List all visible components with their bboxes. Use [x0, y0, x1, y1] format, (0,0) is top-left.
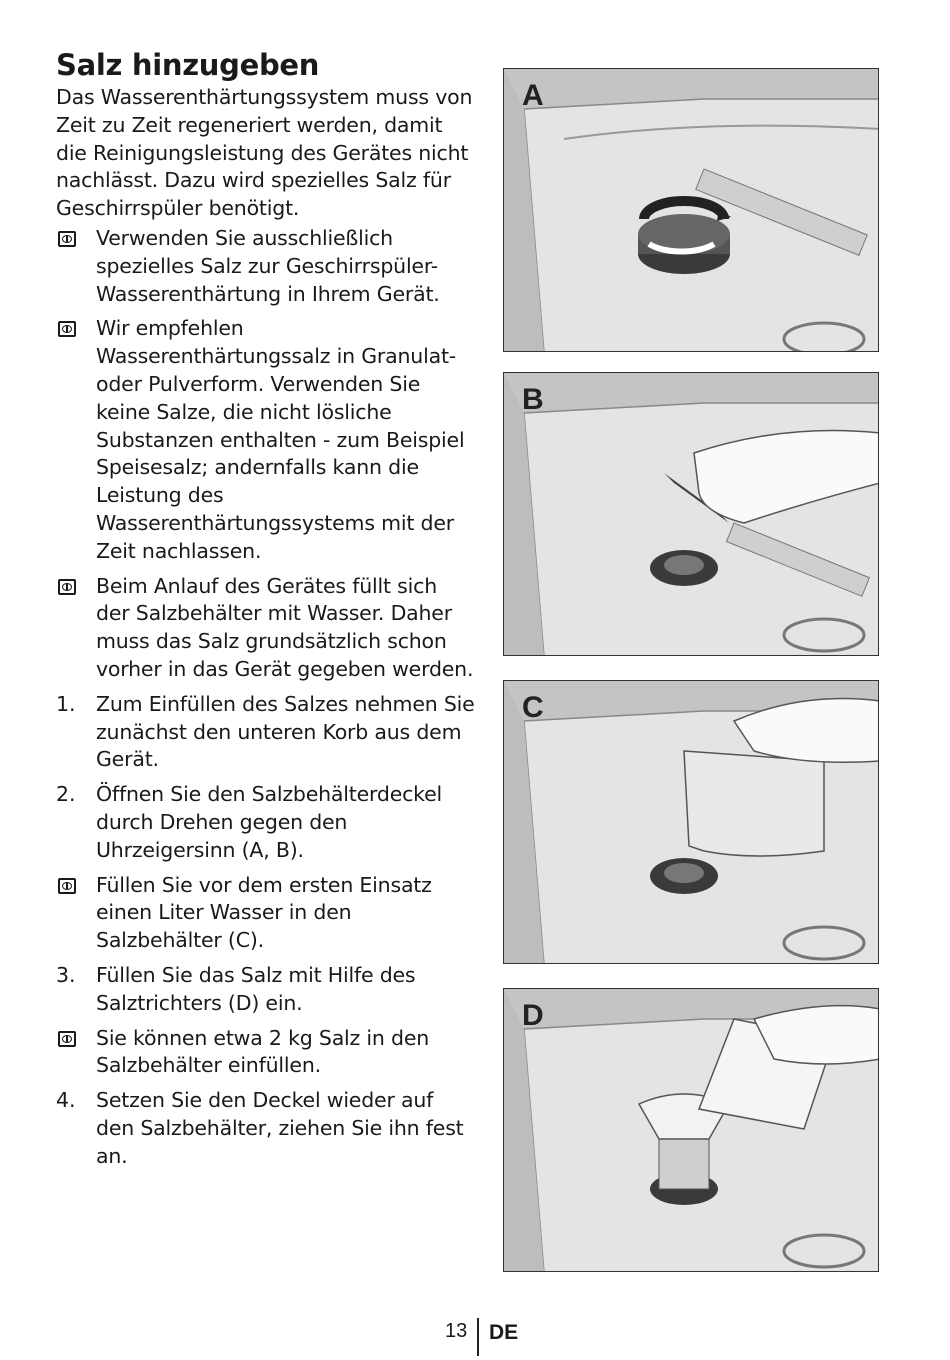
figure-d [503, 988, 879, 1272]
figure-a [503, 68, 879, 352]
list-item [56, 573, 476, 684]
list-item [56, 872, 476, 955]
list-item [56, 962, 476, 1018]
item-text: Füllen Sie das Salz mit Hilfe des Salztrichters (D) ein. [96, 962, 416, 1015]
item-text: Sie können etwa 2 kg Salz in den Salzbehälter einfüllen. [96, 1025, 430, 1078]
info-icon [58, 321, 76, 337]
section-title: Salz hinzugeben [56, 48, 320, 82]
step-number: 4. [56, 1088, 76, 1113]
footer-divider [477, 1318, 479, 1356]
step-number: 2. [56, 782, 76, 807]
list-item [56, 315, 476, 565]
info-icon [58, 1031, 76, 1047]
page-footer [0, 1318, 950, 1358]
list-item [56, 691, 476, 774]
text-column [56, 46, 476, 1177]
item-text: Setzen Sie den Deckel wieder auf den Salzbehälter, ziehen Sie ihn fest an. [96, 1088, 464, 1168]
figure-c [503, 680, 879, 964]
item-text: Zum Einfüllen des Salzes nehmen Sie zunächst den unteren Korb aus dem Gerät. [96, 691, 475, 772]
info-icon [58, 579, 76, 595]
item-text: Öffnen Sie den Salzbehälterdeckel durch Drehen gegen den Uhrzeigersinn (A, B). [96, 782, 443, 862]
list-item [56, 781, 476, 864]
figure-label: A [522, 79, 544, 112]
step-number: 1. [56, 691, 76, 716]
item-text: Beim Anlauf des Gerätes füllt sich der Salzbehälter mit Wasser. Daher muss das Salz grundsätzlich schon vorher in das Gerät gegeben werden. [96, 573, 474, 681]
item-text: Füllen Sie vor dem ersten Einsatz einen Liter Wasser in den Salzbehälter (C). [96, 872, 432, 953]
intro-paragraph: Das Wasserenthärtungssystem muss von Zeit zu Zeit regeneriert werden, damit die Reinigungsleistung des Gerätes nicht nachlässt. Dazu wird spezielles Salz für Geschirrspüler benötigt. [56, 85, 473, 221]
figure-label: D [522, 999, 544, 1032]
step-number: 3. [56, 962, 76, 987]
figure-label: B [522, 383, 544, 416]
info-icon [58, 231, 76, 247]
info-icon [58, 878, 76, 894]
item-text: Verwenden Sie ausschließlich spezielles Salz zur Geschirrspüler-Wasserenthärtung in Ihrem Gerät. [96, 225, 440, 306]
list-item [56, 1025, 476, 1081]
list-item [56, 1087, 476, 1170]
language-code: DE [489, 1321, 519, 1344]
list-item [56, 225, 476, 308]
item-text: Wir empfehlen Wasserenthärtungssalz in Granulat- oder Pulverform. Verwenden Sie keine Salze, die nicht lösliche Substanzen enthalten - zum Beispiel Speisesalz; andernfalls kann die Leistung des Wasserenthärtungssystems mit der Zeit nachlassen. [96, 316, 465, 563]
figure-b [503, 372, 879, 656]
figure-label: C [522, 691, 544, 724]
page-number: 13 [445, 1320, 468, 1342]
